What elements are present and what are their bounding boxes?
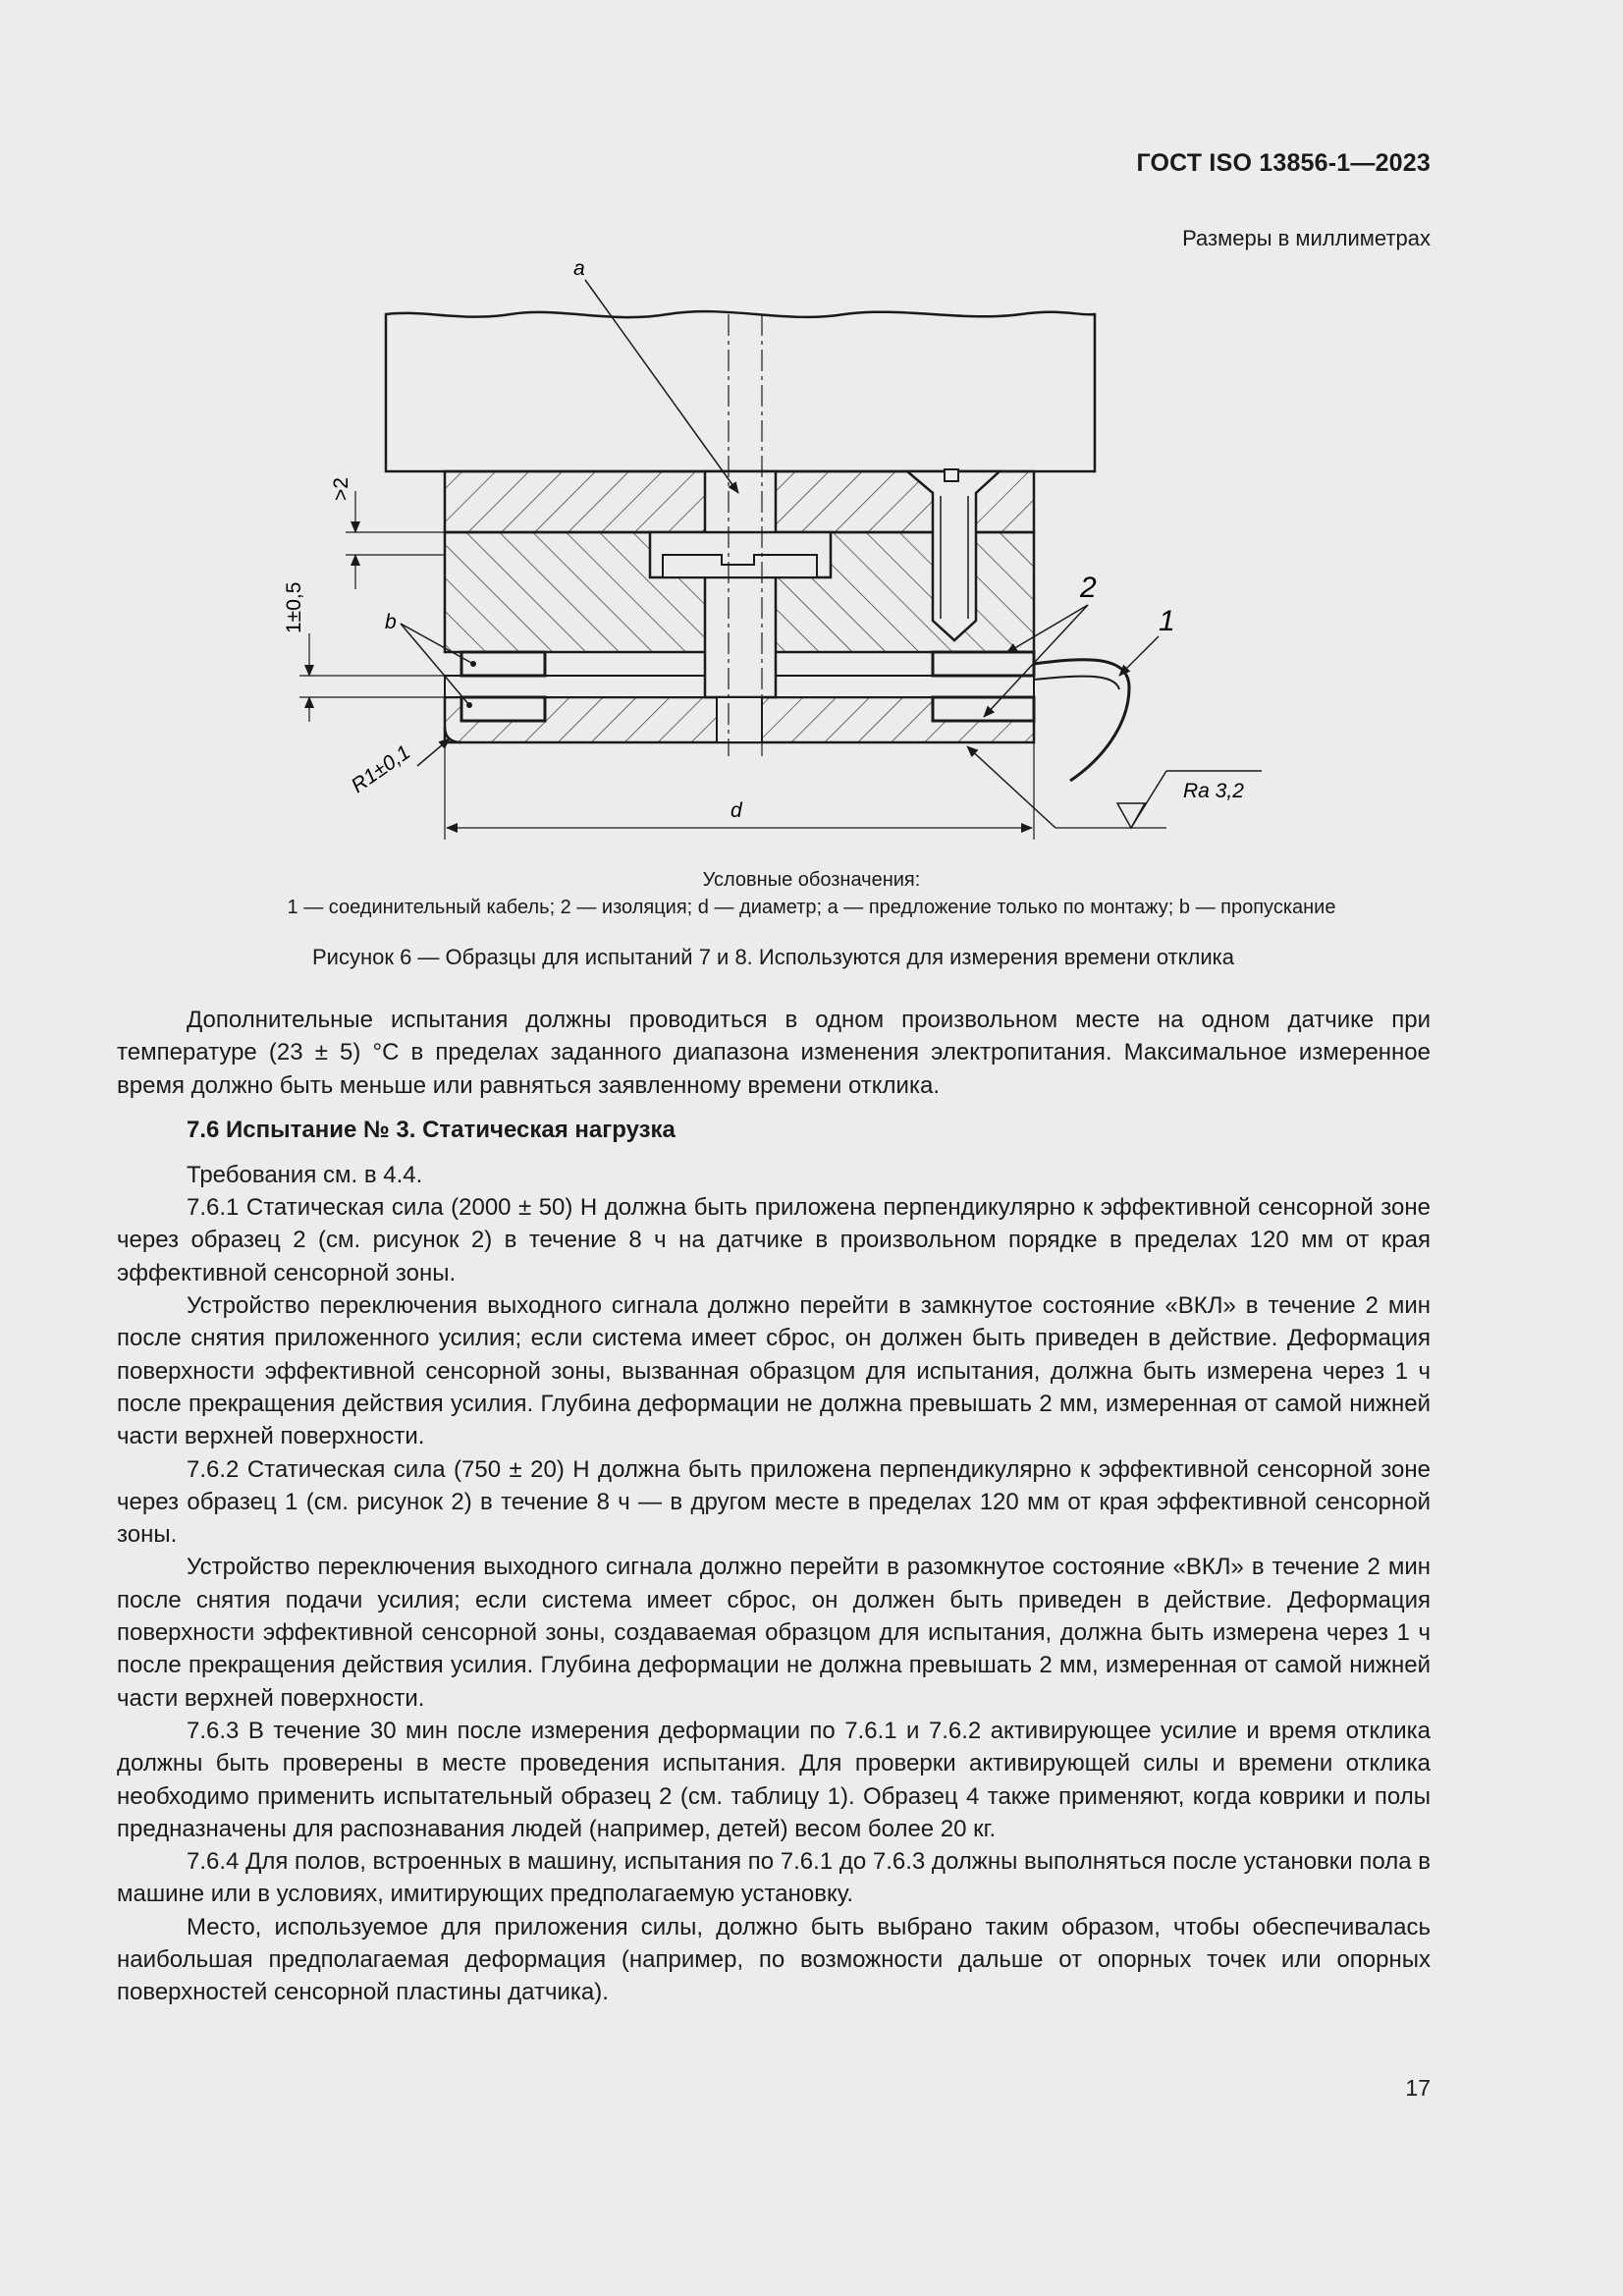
paragraph: Дополнительные испытания должны проводиться в одном произвольном месте на одном датчике при температуре (23 ± 5) °С в пределах заданного диапазона изменения электропитания. Максимальное измеренное время должно быть меньше или равняться заявленному времени отклика.: [117, 1007, 1431, 1099]
upper-press-block: [386, 311, 1095, 471]
dim-gt2: >2: [330, 477, 352, 501]
dim-1: 1±0,5: [283, 581, 305, 633]
legend-title: Условные обозначения:: [702, 869, 921, 891]
paragraph: Устройство переключения выходного сигнала должно перейти в замкнутое состояние «ВКЛ» в течение 2 мин после снятия приложенного усилия; если система имеет сброс, он должен быть приведен в действие. Деформация поверхности эффективной сенсорной зоны, вызванная образцом для испытания, должна быть измерена через 1 ч после прекращения действия усилия. Глубина деформации не должна превышать 2 мм, измеренная от самой нижней части верхней поверхности.: [117, 1292, 1431, 1450]
label-a: a: [573, 257, 585, 280]
lower-bore: [717, 697, 762, 742]
right-insulation-lower: [933, 697, 1034, 721]
paragraph: 7.6.1 Статическая сила (2000 ± 50) Н должна быть приложена перпендикулярно к эффективной сенсорной зоне через образец 2 (см. рисунок 2) в течение 8 ч на датчике в произвольном порядке в пределах 120 мм от края эффективной сенсорной зоны.: [117, 1194, 1431, 1286]
label-2: 2: [1080, 572, 1097, 604]
label-1: 1: [1159, 605, 1175, 637]
paragraph: Требования см. в 4.4.: [187, 1161, 423, 1188]
section-heading: 7.6 Испытание № 3. Статическая нагрузка: [187, 1116, 676, 1143]
legend-items: 1 — соединительный кабель; 2 — изоляция; d — диаметр; a — предложение только по монтажу; b — пропускание: [287, 897, 1336, 918]
paragraph: Устройство переключения выходного сигнала должно перейти в разомкнутое состояние «ВКЛ» в течение 2 мин после снятия подачи усилия; если система имеет сброс, он должен быть приведен в действие. Деформация поверхности эффективной сенсорной зоны, создаваемая образцом для испытания, должна быть измерена через 1 ч после прекращения действия усилия. Глубина деформации не должна превышать 2 мм, измеренная от самой нижней части верхней поверхности.: [117, 1554, 1431, 1712]
page-number: 17: [1405, 2075, 1431, 2101]
paragraph: 7.6.3 В течение 30 мин после измерения деформации по 7.6.1 и 7.6.2 активирующее усилие и время отклика должны быть проверены в месте проведения испытания. Для проверки активирующей силы и времени отклика необходимо применить испытательный образец 2 (см. таблицу 1). Образец 4 также применяют, когда коврики и полы предназначены для распознавания людей (например, детей) весом более 20 кг.: [117, 1717, 1431, 1842]
paragraph: 7.6.4 Для полов, встроенных в машину, испытания по 7.6.1 до 7.6.3 должны выполняться после установки пола в машине или в условиях, имитирующих предполагаемую установку.: [117, 1848, 1431, 1908]
figure-caption: Рисунок 6 — Образцы для испытаний 7 и 8. Используются для измерения времени отклика: [311, 945, 1235, 969]
right-insulation-upper: [933, 652, 1034, 676]
document-header-number: ГОСТ ISO 13856-1—2023: [1136, 149, 1431, 177]
dimensions-note: Размеры в миллиметрах: [1182, 226, 1431, 250]
label-b: b: [385, 611, 397, 633]
central-bore: [705, 471, 776, 697]
label-radius: R1±0,1: [347, 740, 415, 798]
left-insulation-lower: [461, 697, 545, 721]
paragraph: 7.6.2 Статическая сила (750 ± 20) Н должна быть приложена перпендикулярно к эффективной сенсорной зоне через образец 1 (см. рисунок 2) в течение 8 ч — в другом месте в пределах 120 мм от края эффективной сенсорной зоны.: [117, 1455, 1431, 1549]
label-roughness: Ra 3,2: [1183, 780, 1244, 802]
paragraph: Место, используемое для приложения силы, должно быть выбрано таким образом, чтобы обеспечивалась наибольшая предполагаемая деформация (например, по возможности дальше от опорных точек или опорных поверхностей сенсорной пластины датчика).: [117, 1913, 1431, 2006]
technical-drawing: [0, 0, 1623, 884]
label-d: d: [730, 799, 742, 822]
body-text: [117, 1004, 1431, 2009]
